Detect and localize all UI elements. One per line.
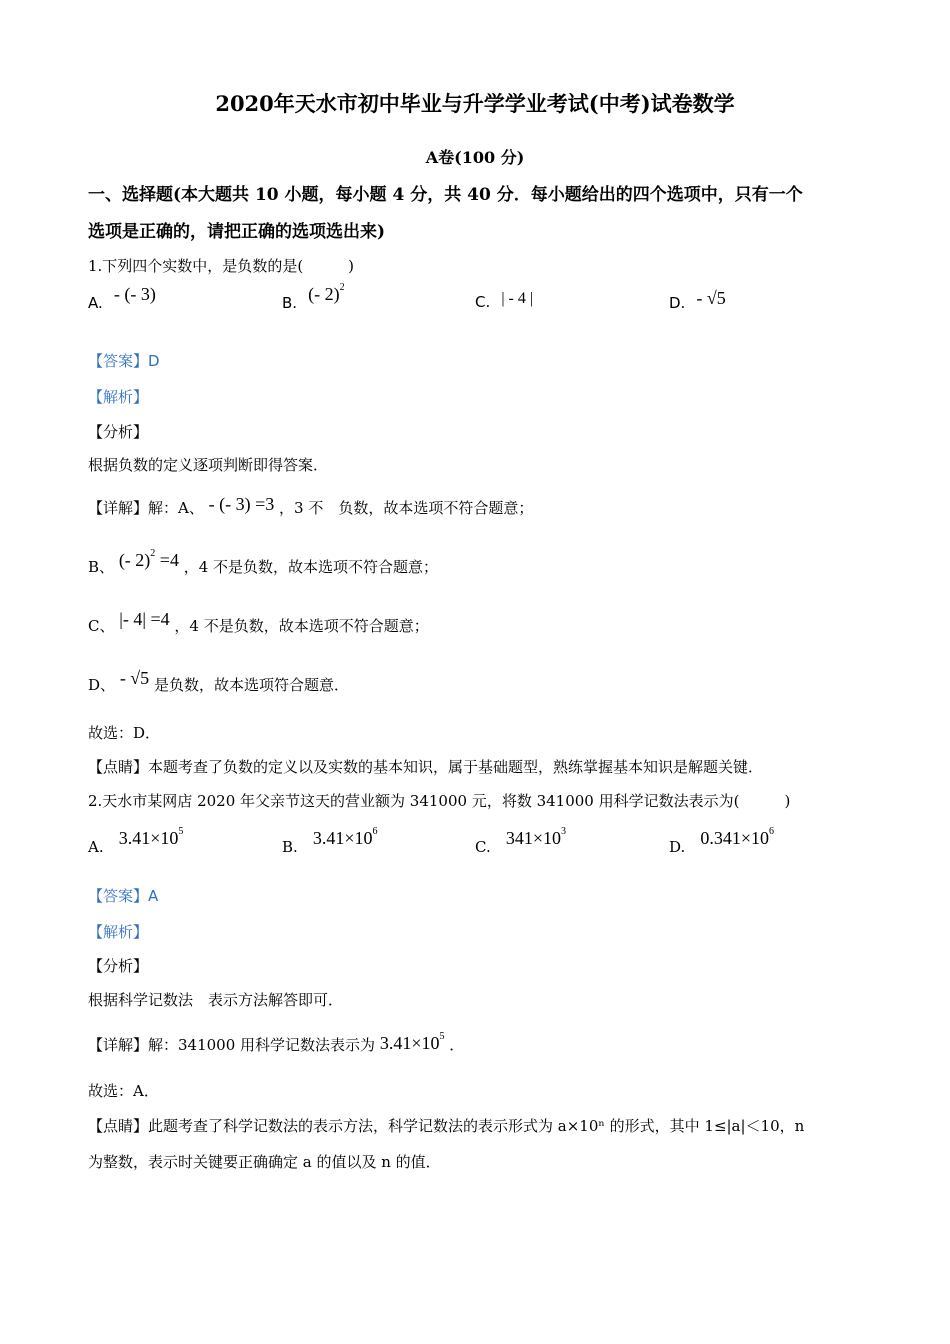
q1-option-a <box>88 284 156 313</box>
detail-b-label: B、 <box>88 558 115 576</box>
q2-comment-line2: 为整数，表示时关键要正确确定 a 的值以及 n 的值． <box>88 1153 441 1171</box>
q2-option-d <box>669 826 775 857</box>
q1-answer-tag: 【答案】D <box>88 352 160 370</box>
q1-detail-a <box>88 494 534 518</box>
detail-c-text: ，4 不是负数，故本选项不符合题意； <box>174 617 429 635</box>
q2-answer-tag: 【答案】A <box>88 887 159 905</box>
detail-d-label: D、 <box>88 676 116 694</box>
detail-d-text: 是负数，故本选项符合题意． <box>153 676 349 694</box>
option-label: A. <box>88 294 103 312</box>
option-expr: - (- 3) <box>113 284 156 304</box>
q1-fenxi-tag: 【分析】 <box>88 423 149 441</box>
detail-sup: 5 <box>439 1031 445 1042</box>
page-subtitle: A卷(100 分) <box>425 148 525 167</box>
question-2-stem: 2.天水市某网店 2020 年父亲节这天的营业额为 341000 元，将数 341000 用科学记数法表示为( ) <box>88 792 791 810</box>
option-expr: | - 4 | <box>501 290 534 307</box>
q1-detail-c <box>88 609 429 636</box>
option-label: B. <box>282 294 298 312</box>
q2-option-a <box>88 826 184 857</box>
option-label: A. <box>88 838 104 856</box>
option-label: D. <box>669 294 686 312</box>
option-label: D. <box>669 838 686 856</box>
q1-detail-b <box>88 548 439 577</box>
q1-option-d <box>669 288 726 313</box>
detail-c-expr: |- 4| =4 <box>119 609 170 629</box>
option-label: B. <box>282 838 298 856</box>
q2-analysis-tag: 【解析】 <box>88 923 149 941</box>
detail-a-text: ，3 不 负数，故本选项不符合题意； <box>279 499 534 517</box>
option-base: 341×10 <box>505 828 561 848</box>
q1-fenxi-text: 根据负数的定义逐项判断即得答案． <box>88 456 329 474</box>
option-label: C. <box>475 838 491 856</box>
detail-b-expr: (- 2) <box>118 550 151 570</box>
q2-fenxi-text: 根据科学记数法 表示方法解答即可． <box>88 991 344 1009</box>
q2-option-b <box>282 826 378 857</box>
q2-choose: 故选：A． <box>88 1082 159 1100</box>
q2-fenxi-tag: 【分析】 <box>88 957 149 975</box>
q2-detail <box>88 1031 465 1055</box>
option-label: C. <box>475 293 491 311</box>
option-base: 3.41×10 <box>312 828 373 848</box>
question-1-stem: 1.下列四个实数中，是负数的是( ) <box>88 257 355 275</box>
q1-analysis-tag: 【解析】 <box>88 388 149 406</box>
detail-b-sup: 2 <box>150 548 156 559</box>
option-exponent: 3 <box>560 826 566 837</box>
option-expr: (- 2) <box>308 284 340 304</box>
q1-option-c <box>475 292 533 312</box>
option-exponent: 6 <box>372 826 378 837</box>
detail-text: 【详解】解：341000 用科学记数法表示为 <box>88 1036 376 1054</box>
q1-comment: 【点睛】本题考查了负数的定义以及实数的基本知识，属于基础题型，熟练掌握基本知识是解题关键． <box>88 758 764 776</box>
option-base: 3.41×10 <box>118 828 179 848</box>
option-exponent: 6 <box>769 826 775 837</box>
option-exponent: 2 <box>339 282 345 293</box>
detail-expr: 3.41×10 <box>379 1033 440 1053</box>
q1-detail-d <box>88 668 349 695</box>
q2-option-c <box>475 826 566 857</box>
detail-a-expr: - (- 3) =3 <box>208 494 275 514</box>
option-base: 0.341×10 <box>700 828 770 848</box>
section-heading-line2: 选项是正确的，请把正确的选项选出来) <box>88 222 386 242</box>
detail-b-text: ，4 不是负数，故本选项不符合题意； <box>183 558 439 576</box>
option-exponent: 5 <box>178 826 184 837</box>
detail-d-expr: - √5 <box>119 668 150 688</box>
q1-choose: 故选：D． <box>88 724 161 742</box>
detail-prefix: 【详解】解：A、 <box>88 499 204 517</box>
q1-option-b <box>282 282 345 313</box>
page-title: 2020年天水市初中毕业与升学学业考试(中考)试卷数学 <box>215 91 735 116</box>
detail-c-label: C、 <box>88 617 115 635</box>
option-expr: - √5 <box>696 288 726 308</box>
section-heading-line1: 一、选择题(本大题共 10 小题，每小题 4 分，共 40 分．每小题给出的四个选项中，只有一个 <box>88 185 803 205</box>
detail-b-eq: =4 <box>155 550 179 570</box>
detail-end: ． <box>449 1036 465 1054</box>
q2-comment-line1: 【点睛】此题考查了科学记数法的表示方法，科学记数法的表示形式为 a×10ⁿ 的形式，其中 1≤|a|＜10，n <box>88 1117 805 1135</box>
